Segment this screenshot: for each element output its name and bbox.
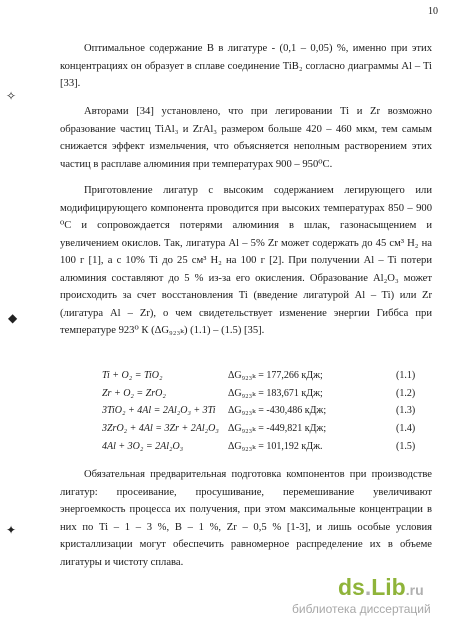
margin-mark-icon: ◆ <box>8 311 18 325</box>
paragraph-3-text: Приготовление лигатур с высоким содержанием легирующего или модифицирующего компонента проводится при высоких температурах 850 – 900 ⁰С и сопровождается потерями алюминия в шлак, газонасыщением и увеличением окислов. Так, лигатура Al – 5% Zr может содержать до 45 см³ H₂ на 100 г [1], а с 10% Ti до 25 см³ H₂ на 100 г [2]. При получении Al – Ti потери алюминия составляют до 5 % из-за его окисления. Образование Al₂O₃ может происходить за счет восстановления Ti (введение лигатурой Al – Ti) или Zr (лигатура Al – Zr), о чем свидетельствует изменение энергии Гиббса при температуре 923⁰ К (ΔG₉₂₃ₖ) (1.1) – (1.5) [35]. <box>60 185 432 336</box>
equation-lhs: Zr + O₂ = ZrO₂ <box>102 388 166 399</box>
watermark-logo-ds: ds <box>338 574 365 600</box>
equation-lhs: 3ZrO₂ + 4Al = 3Zr + 2Al₂O₃ <box>102 423 219 434</box>
equation-rhs: ΔG₉₂₃ₖ = -430,486 кДж; <box>228 405 327 416</box>
equation-rhs: ΔG₉₂₃ₖ = 177,266 кДж; <box>228 370 323 381</box>
watermark-subtitle: библиотека диссертаций <box>292 602 431 616</box>
paragraph-3 <box>60 182 432 340</box>
paragraph-2-text: Авторами [34] установлено, что при легировании Ti и Zr возможно образование частиц TiAl₃ и ZrAl₃ размером больше 420 – 460 мкм, тем самым снижается эффект измельчения, что объясняется неполным растворением этих частиц в расплаве алюминия при температурах 900 – 950⁰С. <box>60 106 432 170</box>
equation-1-1 <box>0 370 450 386</box>
watermark-logo-dot: . <box>364 574 372 600</box>
equation-1-2 <box>0 388 450 404</box>
paragraph-2 <box>60 103 432 173</box>
equation-number: (1.3) <box>396 405 416 416</box>
watermark-logo-ru: .ru <box>405 582 424 598</box>
equation-number: (1.5) <box>396 441 416 452</box>
equation-lhs: Ti + O₂ = TiO₂ <box>102 370 163 381</box>
equation-lhs: 3TiO₂ + 4Al = 2Al₂O₃ + 3Ti <box>102 405 216 416</box>
page-number: 10 <box>428 6 438 17</box>
equation-1-3 <box>0 405 450 421</box>
margin-mark-icon: ✧ <box>6 89 17 103</box>
equation-number: (1.1) <box>396 370 416 381</box>
equation-1-4 <box>0 423 450 439</box>
paragraph-4 <box>60 466 432 571</box>
equation-rhs: ΔG₉₂₃ₖ = 183,671 кДж; <box>228 388 323 399</box>
equation-1-5 <box>0 441 450 457</box>
paragraph-1 <box>60 40 432 93</box>
paragraph-1-text: Оптимальное содержание B в лигатуре - (0,1 – 0,05) %, именно при этих концентрациях он образует в сплаве соединение TiB₂ согласно диаграммы Al – Ti [33]. <box>60 43 432 89</box>
equation-rhs: ΔG₉₂₃ₖ = -449,821 кДж; <box>228 423 327 434</box>
watermark-logo-lib: Lib <box>371 574 406 600</box>
equation-rhs: ΔG₉₂₃ₖ = 101,192 кДж. <box>228 441 323 452</box>
equation-number: (1.4) <box>396 423 416 434</box>
paragraph-4-text: Обязательная предварительная подготовка компонентов при производстве лигатур: просеивание, просушивание, перемешивание увеличивают энергоемкость процесса их получения, при этом максимальные концентрации в них по Ti – 1 – 3 %, B – 1 %, Zr – 0,5 % [1-3], и лишь особые условия кристаллизации могут обеспечить равномерное распределение их в объеме лигатуры и чистоту сплава. <box>60 469 432 568</box>
equation-lhs: 4Al + 3O₂ = 2Al₂O₃ <box>102 441 184 452</box>
margin-mark-icon: ✦ <box>6 523 17 537</box>
watermark-logo <box>338 574 424 601</box>
equation-number: (1.2) <box>396 388 416 399</box>
